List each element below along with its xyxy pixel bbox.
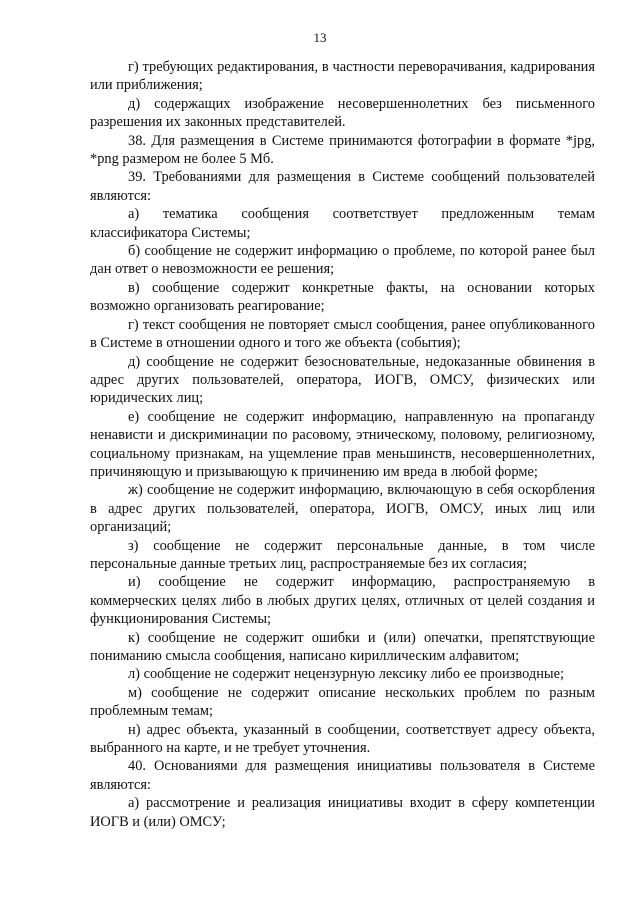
page-number: 13: [313, 30, 327, 45]
clause-40: 40. Основаниями для размещения инициативы пользователя в Системе являются:: [90, 758, 595, 793]
item-zh: ж) сообщение не содержит информацию, включающую в себя оскорбления в адрес других пользователей, оператора, ИОГВ, ОМСУ, иных лиц или организаций;: [90, 482, 595, 536]
item-l: л) сообщение не содержит нецензурную лексику либо ее производные;: [128, 666, 564, 683]
item-e: е) сообщение не содержит информацию, направленную на пропаганду ненависти и дискриминации по расовому, этническому, половому, религиозному, социальному признакам, на ущемление прав меньшинств, несовершеннолетних, причиняющую и призывающую к причинению им вреда в любой форме;: [90, 408, 595, 480]
item-n: н) адрес объекта, указанный в сообщении, соответствует адресу объекта, выбранного на карте, и не требует уточнения.: [90, 721, 595, 757]
item-k: к) сообщение не содержит ошибки и (или) опечатки, препятствующие пониманию смысла сообщения, написано кириллическим алфавитом;: [90, 629, 595, 664]
item-g-editing: г) требующих редактирования, в частности переворачивания, кадрирования или приближения;: [90, 59, 595, 94]
clause-38: 38. Для размещения в Системе принимаются фотографии в формате *jpg, *png размером не более 5 Мб.: [90, 132, 595, 168]
item-m: м) сообщение не содержит описание нескольких проблем по разным проблемным темам;: [90, 684, 595, 720]
document-body: [90, 58, 595, 831]
item-z: з) сообщение не содержит персональные данные, в том числе персональные данные третьих лиц, распространяемые без их согласия;: [90, 537, 595, 572]
item-d-minors-images: д) содержащих изображение несовершеннолетних без письменного разрешения их законных представителей.: [90, 95, 595, 131]
clause-39: 39. Требованиями для размещения в Системе сообщений пользователей являются:: [90, 169, 595, 204]
item-i: и) сообщение не содержит информацию, распространяемую в коммерческих целях либо в любых других целях, отличных от целей создания и функционирования Системы;: [90, 574, 595, 628]
item-d: д) сообщение не содержит безосновательные, недоказанные обвинения в адрес других пользователей, оператора, ИОГВ, ОМСУ, физических или юридических лиц;: [90, 353, 595, 407]
item-g: г) текст сообщения не повторяет смысл сообщения, ранее опубликованного в Системе в отношении одного и того же объекта (события);: [90, 316, 595, 352]
item-b: б) сообщение не содержит информацию о проблеме, по которой ранее был дан ответ о невозможности ее решения;: [90, 243, 595, 278]
item-a-initiative: а) рассмотрение и реализация инициативы входит в сферу компетенции ИОГВ и (или) ОМСУ;: [90, 795, 595, 830]
item-a: а) тематика сообщения соответствует предложенным темам классификатора Системы;: [90, 206, 595, 241]
item-v: в) сообщение содержит конкретные факты, на основании которых возможно организовать реагирование;: [90, 279, 595, 315]
